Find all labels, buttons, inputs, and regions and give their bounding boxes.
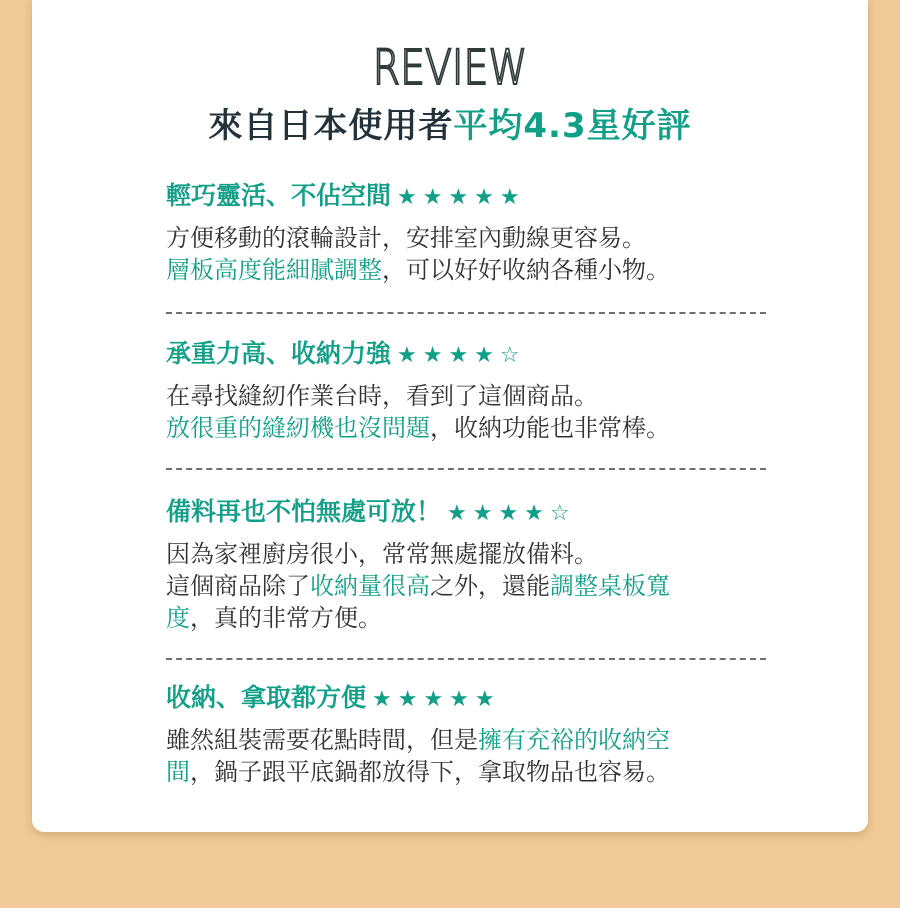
review-body [166,724,766,788]
review-title: 備料再也不怕無處可放！ ★★★★☆ [166,497,576,526]
review-line: 放很重的縫紉機也沒問題，收納功能也非常棒。 [166,414,670,442]
review-item [166,680,766,788]
star-rating [372,687,501,712]
star-full-icon: ★★★★ [447,501,550,526]
review-body [166,380,766,444]
star-rating [447,501,576,526]
review-heading-outline: REVIEW [372,40,528,96]
review-title: 承重力高、收納力強 ★★★★☆ [166,339,526,368]
star-empty-icon: ☆ [499,343,526,368]
review-line: 在尋找縫紉作業台時，看到了這個商品。 [166,382,598,410]
headline-main: 來自日本使用者 [208,106,454,146]
review-body [166,222,766,286]
review-title: 輕巧靈活、不佔空間 ★★★★★ [166,181,526,210]
review-title: 收納、拿取都方便 ★★★★★ [166,683,501,712]
review-line: 雖然組裝需要花點時間，但是擁有充裕的收納空 [166,726,670,754]
review-line: 間，鍋子跟平底鍋都放得下，拿取物品也容易。 [166,758,670,786]
review-line: 層板高度能細膩調整，可以好好收納各種小物。 [166,256,670,284]
star-rating [397,185,526,210]
review-line: 這個商品除了收納量很高之外，還能調整桌板寬 [166,572,670,600]
headline [32,104,868,148]
review-item [166,336,766,444]
star-rating [397,343,526,368]
review-item [166,178,766,286]
review-body [166,538,766,634]
star-full-icon: ★★★★★ [372,687,501,712]
review-item [166,494,766,634]
star-full-icon: ★★★★ [397,343,500,368]
star-full-icon: ★★★★★ [397,185,526,210]
review-line: 度，真的非常方便。 [166,604,382,632]
divider [166,312,766,314]
review-line: 因為家裡廚房很小，常常無處擺放備料。 [166,540,598,568]
divider [166,658,766,660]
review-card [32,0,868,832]
star-empty-icon: ☆ [549,501,576,526]
divider [166,468,766,470]
review-line: 方便移動的滾輪設計，安排室內動線更容易。 [166,224,646,252]
headline-accent: 平均4.3星好評 [453,106,692,146]
